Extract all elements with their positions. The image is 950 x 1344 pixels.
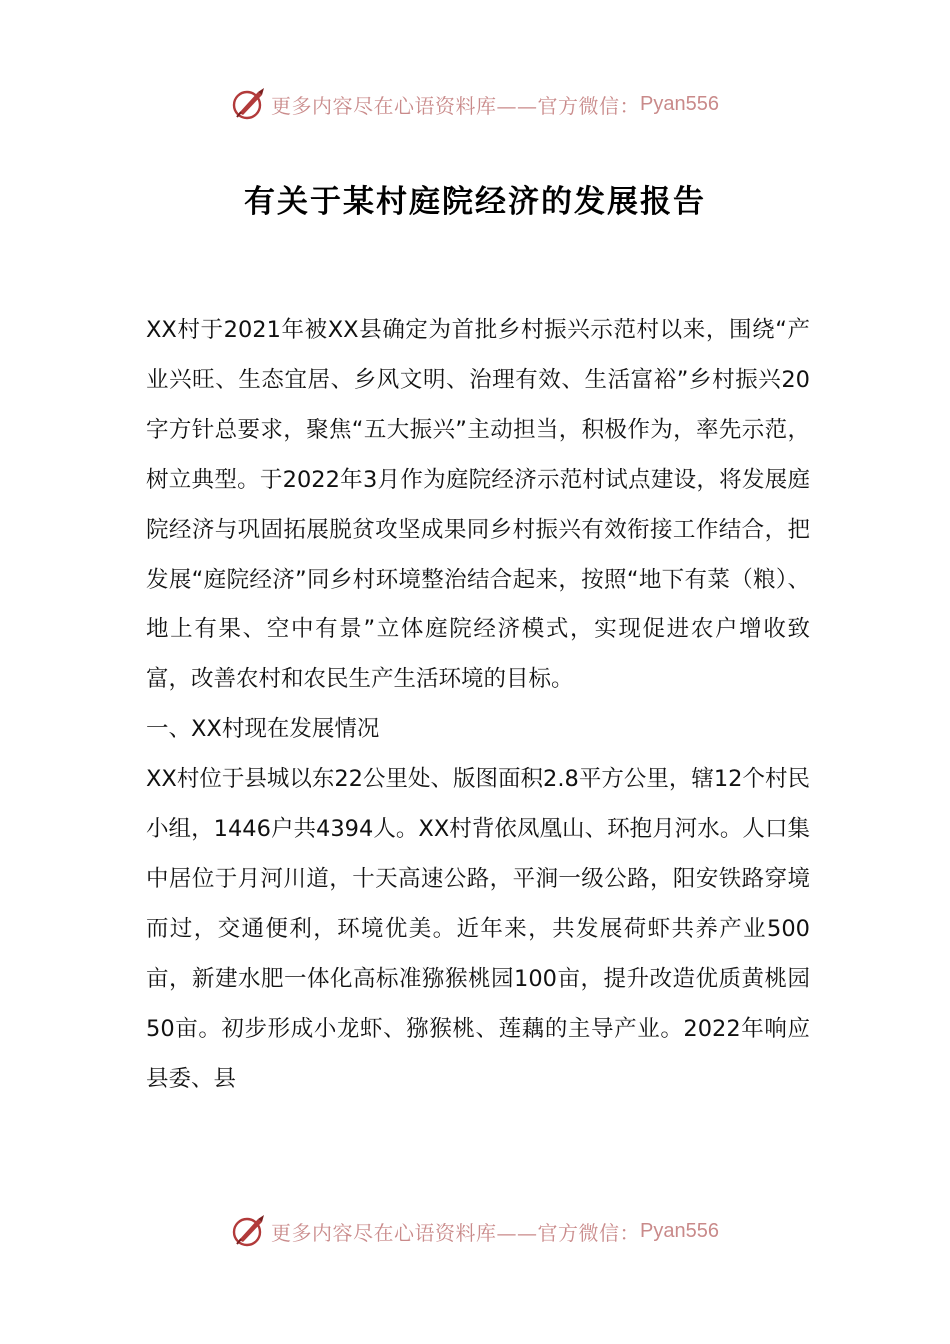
watermark-wechat-id: Pyan556 (640, 92, 719, 115)
header-watermark (0, 84, 950, 124)
quill-pen-logo-icon (231, 86, 267, 122)
quill-pen-logo-icon (231, 1213, 267, 1249)
document-body (146, 306, 810, 1105)
watermark-text: 更多内容尽在心语资料库——官方微信： (271, 93, 641, 118)
paragraph-village-status: XX村位于县城以东22公里处、版图面积2.8平方公里，辖12个村民小组，1446户共4394人。XX村背依凤凰山、环抱月河水。人口集中居位于月河川道，十天高速公路，平涧一级公路，阳安铁路穿境而过，交通便利，环境优美。近年来，共发展荷虾共养产业500亩，新建水肥一体化高标准猕猴桃园100亩，提升改造优质黄桃园50亩。初步形成小龙虾、猕猴桃、莲藕的主导产业。2022年响应县委、县 (146, 766, 810, 1092)
watermark-text: 更多内容尽在心语资料库——官方微信： (271, 1220, 641, 1245)
watermark-wechat-id: Pyan556 (640, 1219, 719, 1242)
section-heading-1: 一、XX村现在发展情况 (146, 716, 380, 743)
footer-watermark (0, 1211, 950, 1251)
document-title: 有关于某村庭院经济的发展报告 (244, 184, 706, 220)
paragraph-intro: XX村于2021年被XX县确定为首批乡村振兴示范村以来，围绕“产业兴旺、生态宜居、乡风文明、治理有效、生活富裕”乡村振兴20字方针总要求，聚焦“五大振兴”主动担当，积极作为，率先示范，树立典型。于2022年3月作为庭院经济示范村试点建设，将发展庭院经济与巩固拓展脱贫攻坚成果同乡村振兴有效衔接工作结合，把发展“庭院经济”同乡村环境整治结合起来，按照“地下有菜（粮）、地上有果、空中有景”立体庭院经济模式，实现促进农户增收致富，改善农村和农民生产生活环境的目标。 (146, 317, 810, 693)
